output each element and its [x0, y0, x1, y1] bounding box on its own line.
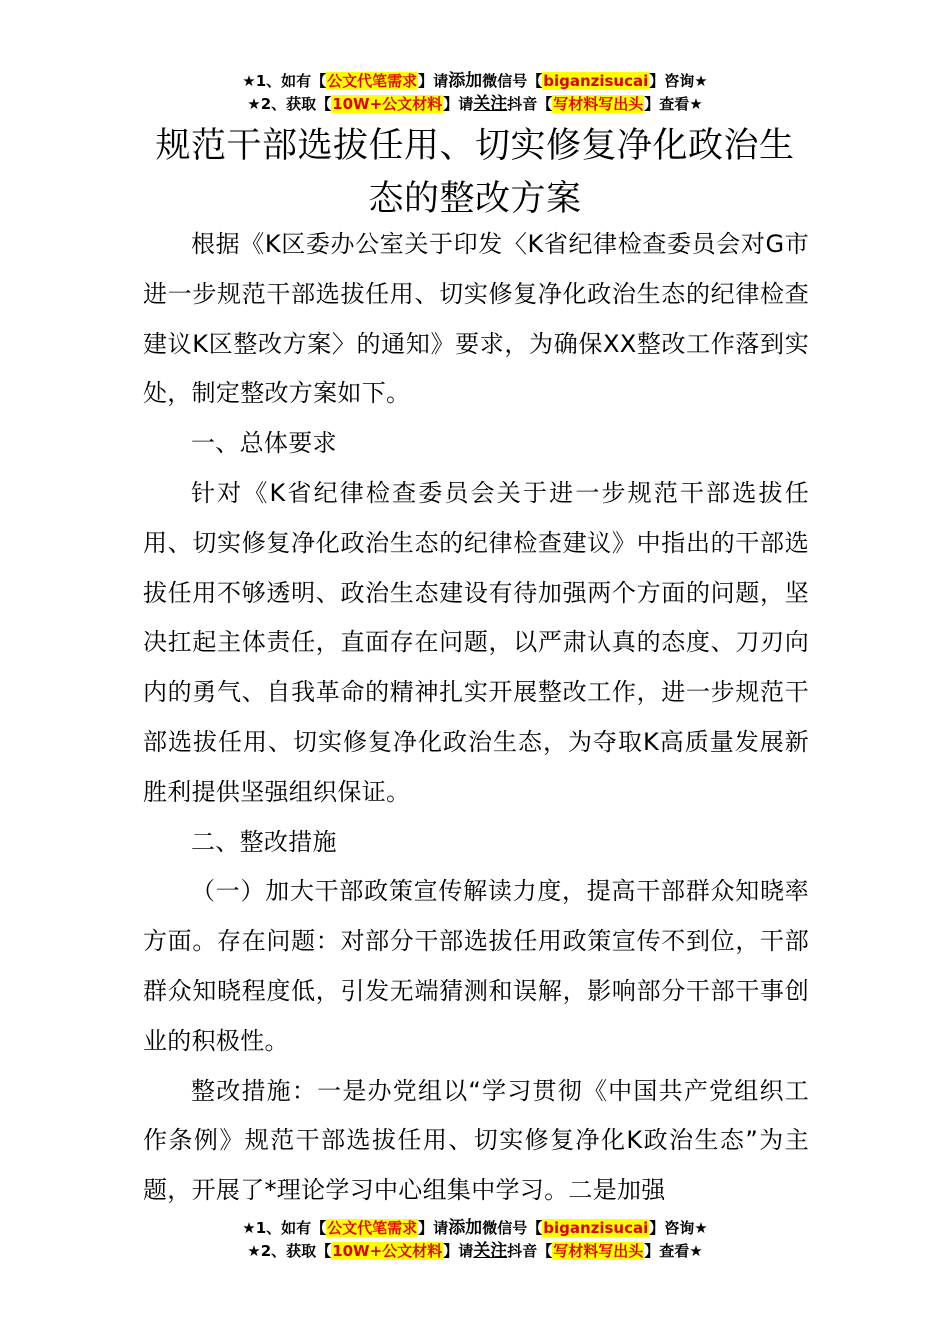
highlight-wechat-id: biganzisucai [543, 72, 649, 90]
document-title: 规范干部选拔任用、切实修复净化政治生态的整改方案 [155, 126, 795, 219]
paragraph-intro: 根据《K区委办公室关于印发〈K省纪律检查委员会对G市进一步规范干部选拔任用、切实修复净化政治生态的纪律检查建议K区整改方案〉的通知》要求，为确保XX整改工作落到实处，制定整改方案如下。 [143, 230, 809, 408]
document-body [143, 220, 809, 1216]
highlight-materials: 10W+公文材料 [332, 95, 443, 113]
heading-general-requirements: 一、总体要求 [191, 429, 337, 458]
promo-banner-top [0, 70, 950, 116]
promo-line-2: ★2、获取【10W+公文材料】请关注抖音【写材料写出头】查看★ [247, 94, 703, 114]
highlight-service: 公文代笔需求 [327, 1219, 418, 1237]
promo-line-1: ★1、如有【公文代笔需求】请添加微信号【biganzisucai】咨询★ [242, 1218, 708, 1238]
promo-banner-bottom [0, 1217, 950, 1263]
paragraph-measure-1: （一）加大干部政策宣传解读力度，提高干部群众知晓率方面。存在问题：对部分干部选拔任用政策宣传不到位，干部群众知晓程度低，引发无端猜测和误解，影响部分干部干事创业的积极性。 [143, 877, 809, 1055]
promo-line-1: ★1、如有【公文代笔需求】请添加微信号【biganzisucai】咨询★ [242, 71, 708, 91]
heading-measures: 二、整改措施 [191, 827, 337, 856]
highlight-wechat-id: biganzisucai [543, 1219, 649, 1237]
promo-line-2: ★2、获取【10W+公文材料】请关注抖音【写材料写出头】查看★ [247, 1241, 703, 1261]
paragraph-general: 针对《K省纪律检查委员会关于进一步规范干部选拔任用、切实修复净化政治生态的纪律检查建议》中指出的干部选拔任用不够透明、政治生态建设有待加强两个方面的问题，坚决扛起主体责任，直面存在问题，以严肃认真的态度、刀刃向内的勇气、自我革命的精神扎实开展整改工作，进一步规范干部选拔任用、切实修复净化政治生态，为夺取K高质量发展新胜利提供坚强组织保证。 [143, 478, 809, 806]
highlight-douyin: 写材料写出头 [553, 1242, 644, 1260]
paragraph-measure-1-actions: 整改措施：一是办党组以“学习贯彻《中国共产党组织工作条例》规范干部选拔任用、切实修复净化K政治生态”为主题，开展了*理论学习中心组集中学习。二是加强 [143, 1076, 809, 1205]
highlight-materials: 10W+公文材料 [332, 1242, 443, 1260]
highlight-service: 公文代笔需求 [327, 72, 418, 90]
highlight-douyin: 写材料写出头 [553, 95, 644, 113]
